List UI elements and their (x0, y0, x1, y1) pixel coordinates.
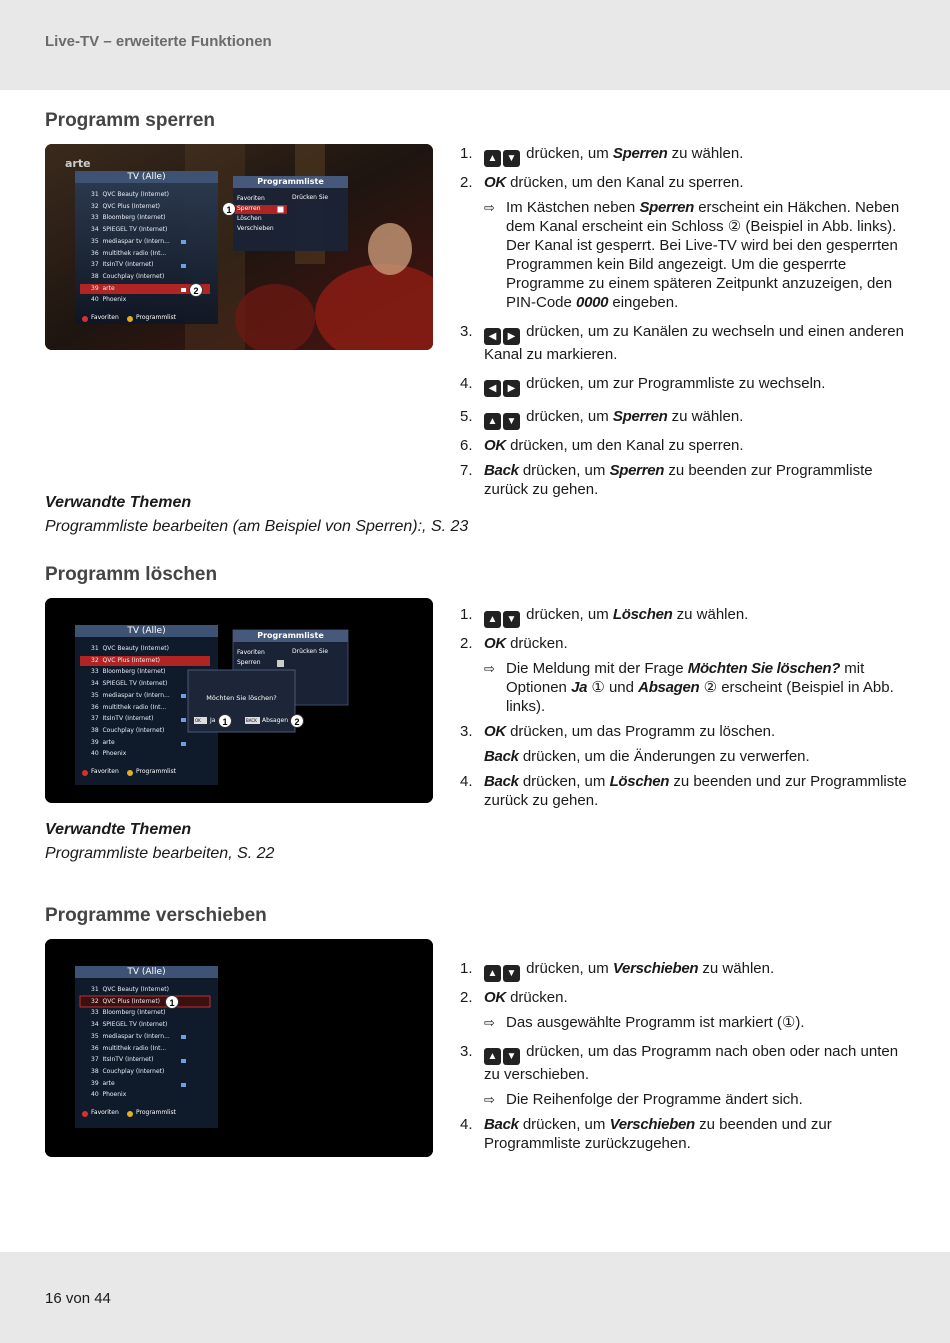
channel-row[interactable]: 39 arte (91, 284, 115, 292)
channel-row[interactable]: 36 multithek radio (Int... (91, 249, 167, 257)
channel-row[interactable]: 34 SPIEGEL TV (Internet) (91, 1021, 168, 1029)
step: 6. OK drücken, um den Kanal zu sperren. (460, 437, 744, 454)
legend-favoriten: Favoriten (91, 1109, 119, 1116)
menu-items (237, 194, 274, 234)
up-key-icon: ▲ (484, 965, 501, 982)
steps-sperren (460, 144, 910, 499)
channel-row[interactable]: 34 SPIEGEL TV (Internet) (91, 226, 168, 234)
callout-2: 2 (290, 714, 304, 728)
menu-title: Programmliste (257, 177, 324, 186)
channel-row[interactable]: 39 arte (91, 738, 115, 746)
back-key-icon: BACK (246, 718, 257, 723)
result-arrow-icon: ⇨ (484, 200, 495, 215)
step: Back drücken, um die Änderungen zu verwerfen. (484, 748, 810, 765)
steps-loeschen (460, 605, 910, 810)
channel-row[interactable]: 40 Phoenix (91, 750, 127, 758)
channel-row[interactable]: 40 Phoenix (91, 1091, 127, 1099)
header-title: Live-TV – erweiterte Funktionen (45, 33, 272, 50)
step: 3. ▲ ▼ drücken, um das Programm nach oben oder nach unten zu verschieben. (460, 1043, 899, 1083)
step: 4. Back drücken, um Verschieben zu beenden und zur Programmliste zurückzugehen. (460, 1116, 832, 1152)
step: 7. Back drücken, um Sperren zu beenden zur Programmliste zurück zu gehen. (460, 462, 873, 498)
page-number: 16 von 44 (45, 1290, 111, 1307)
menu-items (237, 648, 265, 668)
channel-row[interactable]: 35 mediaspar tv (Intern... (91, 237, 170, 245)
channel-row[interactable]: 33 Bloomberg (Internet) (91, 214, 166, 222)
result: ⇨ Das ausgewählte Programm ist markiert (①). (484, 1014, 805, 1031)
down-key-icon: ▼ (503, 413, 520, 430)
channel-row[interactable]: 35 mediaspar tv (Intern... (91, 1032, 170, 1040)
related-loeschen (45, 818, 274, 866)
list-title: TV (Alle) (127, 967, 166, 977)
channel-row[interactable]: 37 ItsInTV (Internet) (91, 261, 154, 269)
result: ⇨ Die Reihenfolge der Programme ändert sich. (484, 1091, 803, 1108)
channel-row[interactable]: 32 QVC Plus (Internet) (91, 202, 161, 210)
menu-item-favoriten[interactable]: Favoriten (237, 195, 265, 202)
related-title: Verwandte Themen (45, 821, 192, 838)
legend-programmlist: Programmlist (136, 314, 176, 321)
footer-band (0, 1252, 950, 1343)
result: ⇨ Die Meldung mit der Frage Möchten Sie löschen? mit Optionen Ja ① und Absagen ② erscheint (Beispiel in Abb. links). (484, 660, 894, 715)
channel-row[interactable]: 38 Couchplay (Internet) (91, 726, 165, 734)
up-key-icon: ▲ (484, 413, 501, 430)
section-title-loeschen: Programm löschen (45, 564, 218, 585)
down-key-icon: ▼ (503, 1048, 520, 1065)
result-arrow-icon: ⇨ (484, 1092, 495, 1107)
step: 2. OK drücken. (460, 989, 568, 1006)
channel-row[interactable]: 40 Phoenix (91, 296, 127, 304)
step: 1. ▲ ▼ drücken, um Sperren zu wählen. (460, 144, 910, 167)
list-title: TV (Alle) (127, 626, 166, 636)
channel-rows (91, 984, 211, 1101)
channel-row[interactable]: 36 multithek radio (Int... (91, 1044, 167, 1052)
channel-row[interactable]: 37 ItsInTV (Internet) (91, 1056, 154, 1064)
down-key-icon: ▼ (503, 150, 520, 167)
list-title: TV (Alle) (127, 172, 166, 182)
channel-row[interactable]: 37 ItsInTV (Internet) (91, 715, 154, 723)
step: 5. ▲ ▼ drücken, um Sperren zu wählen. (460, 407, 910, 430)
right-key-icon: ▶ (503, 328, 520, 345)
legend-programmlist: Programmlist (136, 1109, 176, 1116)
result: ⇨ Im Kästchen neben Sperren erscheint ein Häkchen. Neben dem Kanal erscheint ein Schloss ② (Beispiel in Abb. links). Der Kanal ist gesperrt. Bei Live-TV wird bei den gesperrten Programmen kein Bild angezeigt. Um die gesperrte Programme zu einem späteren Zeitpunkt anzuzeigen, den PIN-Code 0000 eingeben. (484, 199, 900, 311)
step: 2. OK drücken. (460, 635, 568, 652)
dialog-question: Möchten Sie löschen? (206, 694, 277, 702)
steps-verschieben (460, 959, 910, 1153)
down-key-icon: ▼ (503, 965, 520, 982)
up-key-icon: ▲ (484, 611, 501, 628)
channel-row[interactable]: 31 QVC Beauty (Internet) (91, 191, 169, 198)
ok-key-icon: OK (195, 718, 201, 723)
channel-row[interactable]: 31 QVC Beauty (Internet) (91, 986, 169, 993)
step: 4. ◀ ▶ drücken, um zur Programmliste zu wechseln. (460, 374, 910, 397)
step: 2. OK drücken, um den Kanal zu sperren. (460, 174, 744, 191)
channel-row[interactable]: 31 QVC Beauty (Internet) (91, 645, 169, 652)
menu-hint: Drücken Sie (292, 648, 329, 655)
callout-1: 1 (218, 714, 232, 728)
menu-item-sperren[interactable]: Sperren (237, 659, 261, 666)
callout-2: 2 (189, 283, 203, 297)
channel-logo: arte (65, 157, 91, 170)
menu-item-loeschen[interactable]: Löschen (237, 215, 262, 222)
step: 1. ▲ ▼ drücken, um Verschieben zu wählen. (460, 959, 910, 982)
screenshot-sperren (45, 144, 433, 350)
dialog-no-button[interactable]: Absagen (262, 717, 289, 724)
channel-row[interactable]: 35 mediaspar tv (Intern... (91, 691, 170, 699)
channel-row[interactable]: 33 Bloomberg (Internet) (91, 1009, 166, 1017)
dialog-yes-button[interactable]: Ja (210, 717, 216, 724)
channel-row[interactable]: 32 QVC Plus (Internet) (91, 656, 161, 664)
result-arrow-icon: ⇨ (484, 661, 495, 676)
callout-1: 1 (165, 995, 179, 1009)
result-arrow-icon: ⇨ (484, 1015, 495, 1030)
channel-row[interactable]: 33 Bloomberg (Internet) (91, 668, 166, 676)
menu-title: Programmliste (257, 631, 324, 640)
step: 3. ◀ ▶ drücken, um zu Kanälen zu wechseln und einen anderen Kanal zu markieren. (460, 323, 904, 363)
channel-row[interactable]: 32 QVC Plus (Internet) (91, 997, 161, 1005)
up-key-icon: ▲ (484, 1048, 501, 1065)
screenshot-verschieben (45, 939, 433, 1157)
legend-programmlist: Programmlist (136, 768, 176, 775)
step: 1. ▲ ▼ drücken, um Löschen zu wählen. (460, 605, 910, 628)
callout-1: 1 (222, 202, 236, 216)
section-title-verschieben: Programme verschieben (45, 905, 267, 926)
menu-item-favoriten[interactable]: Favoriten (237, 649, 265, 656)
step: 4. Back drücken, um Löschen zu beenden und zur Programmliste zurück zu gehen. (460, 773, 907, 809)
channel-row[interactable]: 39 arte (91, 1079, 115, 1087)
right-key-icon: ▶ (503, 380, 520, 397)
up-key-icon: ▲ (484, 150, 501, 167)
legend-favoriten: Favoriten (91, 768, 119, 775)
channel-row[interactable]: 34 SPIEGEL TV (Internet) (91, 680, 168, 688)
menu-item-verschieben[interactable]: Verschieben (237, 225, 274, 232)
left-key-icon: ◀ (484, 328, 501, 345)
channel-row[interactable]: 36 multithek radio (Int... (91, 703, 167, 711)
left-key-icon: ◀ (484, 380, 501, 397)
channel-row[interactable]: 38 Couchplay (Internet) (91, 1067, 165, 1075)
menu-item-sperren[interactable]: Sperren (237, 205, 261, 212)
channel-row[interactable]: 38 Couchplay (Internet) (91, 272, 165, 280)
menu-hint: Drücken Sie (292, 194, 329, 201)
related-link[interactable]: Programmliste bearbeiten, S. 22 (45, 845, 275, 862)
down-key-icon: ▼ (503, 611, 520, 628)
section-title-sperren: Programm sperren (45, 110, 216, 131)
screenshot-loeschen (45, 598, 433, 803)
legend-favoriten: Favoriten (91, 314, 119, 321)
related-title: Verwandte Themen (45, 494, 192, 511)
related-link[interactable]: Programmliste bearbeiten (am Beispiel von Sperren):, S. 23 (45, 518, 469, 535)
related-sperren (45, 491, 468, 539)
step: 3. OK drücken, um das Programm zu löschen. (460, 723, 776, 740)
